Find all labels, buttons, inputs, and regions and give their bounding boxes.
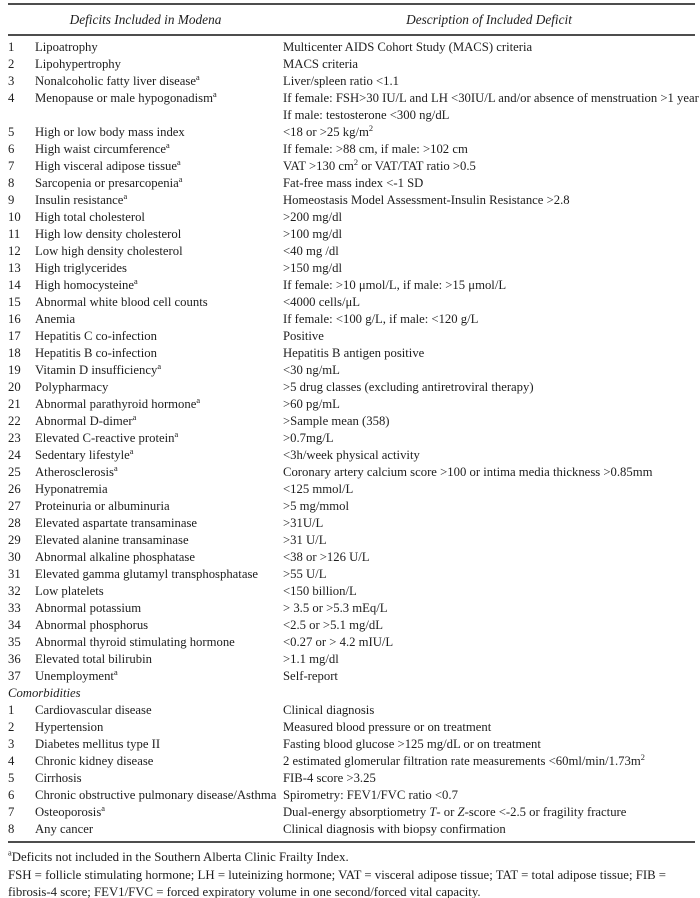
row-number: 22	[8, 414, 21, 428]
deficit-name: Abnormal white blood cell counts	[35, 295, 208, 309]
deficit-description: >55 U/L	[283, 567, 327, 581]
deficit-row	[8, 192, 695, 209]
row-number: 4	[8, 91, 15, 105]
row-number: 12	[8, 244, 21, 258]
deficit-row	[8, 617, 695, 634]
row-number: 2	[8, 57, 15, 71]
deficit-name: High low density cholesterol	[35, 227, 182, 241]
row-number: 30	[8, 550, 21, 564]
deficit-description: >5 drug classes (excluding antiretroviral therapy)	[283, 380, 534, 394]
deficit-row	[8, 515, 695, 532]
deficit-description: <3h/week physical activity	[283, 448, 420, 462]
row-number: 14	[8, 278, 21, 292]
deficit-row	[8, 464, 695, 481]
deficit-name: Hepatitis B co-infection	[35, 346, 157, 360]
deficit-row	[8, 600, 695, 617]
row-number: 33	[8, 601, 21, 615]
row-number: 2	[8, 720, 15, 734]
footnote-superscript-a: $^a$Deficits not included in the Southern Alberta Clinic Frailty Index.	[8, 847, 349, 864]
comorbidity-row	[8, 719, 695, 736]
deficit-name: High triglycerides	[35, 261, 127, 275]
deficit-description: <0.27 or > 4.2 mIU/L	[283, 635, 394, 649]
deficit-description: >Sample mean (358)	[283, 414, 390, 428]
comorbidities-section-label: Comorbidities	[8, 686, 81, 700]
deficit-description: >1.1 mg/dl	[283, 652, 339, 666]
deficit-row	[8, 651, 695, 668]
deficit-name: Abnormal thyroid stimulating hormone	[35, 635, 235, 649]
deficit-name: Polypharmacy	[35, 380, 109, 394]
deficit-name: High waist circumference$^a$	[35, 140, 170, 156]
deficit-name: Abnormal phosphorus	[35, 618, 149, 632]
row-number: 35	[8, 635, 21, 649]
row-number: 5	[8, 771, 15, 785]
deficit-description: <2.5 or >5.1 mg/dL	[283, 618, 383, 632]
deficit-description: Homeostasis Model Assessment-Insulin Resistance >2.8	[283, 193, 570, 207]
deficit-name: High or low body mass index	[35, 125, 185, 139]
deficit-description: MACS criteria	[283, 57, 359, 71]
comorbidity-description: Spirometry: FEV1/FVC ratio <0.7	[283, 788, 458, 802]
deficit-row	[8, 566, 695, 583]
deficit-row	[8, 294, 695, 311]
row-number: 25	[8, 465, 21, 479]
deficit-description: <125 mmol/L	[283, 482, 354, 496]
deficit-name: Elevated gamma glutamyl transphosphatase	[35, 567, 259, 581]
row-number: 17	[8, 329, 21, 343]
row-number: 24	[8, 448, 21, 462]
row-number: 32	[8, 584, 21, 598]
comorbidity-name: Osteoporosis$^a$	[35, 803, 105, 819]
comorbidity-row	[8, 821, 695, 838]
deficit-name: Unemployment$^a$	[35, 667, 118, 683]
deficit-description: <30 ng/mL	[283, 363, 340, 377]
row-number: 23	[8, 431, 21, 445]
deficit-description: >31 U/L	[283, 533, 327, 547]
comorbidity-name: Any cancer	[35, 822, 94, 836]
deficit-row	[8, 396, 695, 413]
deficit-name: Abnormal alkaline phosphatase	[35, 550, 195, 564]
row-number: 37	[8, 669, 21, 683]
row-number: 7	[8, 159, 15, 173]
deficit-name: High visceral adipose tissue$^a$	[35, 157, 181, 173]
deficit-row	[8, 328, 695, 345]
deficit-row	[8, 311, 695, 328]
comorbidity-name: Chronic obstructive pulmonary disease/Asthma	[35, 788, 277, 802]
deficit-description: Hepatitis B antigen positive	[283, 346, 425, 360]
row-number: 10	[8, 210, 21, 224]
row-number: 21	[8, 397, 21, 411]
row-number: 9	[8, 193, 15, 207]
deficit-name: Elevated aspartate transaminase	[35, 516, 198, 530]
comorbidity-name: Diabetes mellitus type II	[35, 737, 161, 751]
comorbidity-name: Hypertension	[35, 720, 104, 734]
comorbidity-description: 2 estimated glomerular filtration rate measurements $<60ml/\min/1.73m^2$	[283, 752, 645, 768]
comorbidity-row	[8, 770, 695, 787]
deficit-description: > 3.5 or >5.3 mEq/L	[283, 601, 388, 615]
deficit-description: If female: <100 g/L, if male: <120 g/L	[283, 312, 479, 326]
deficit-description: >60 pg/mL	[283, 397, 340, 411]
comorbidity-description: Dual-energy absorptiometry T- or Z-score <-2.5 or fragility fracture	[283, 805, 627, 819]
deficit-name: Lipohypertrophy	[35, 57, 121, 71]
deficit-description: <38 or >126 U/L	[283, 550, 370, 564]
deficit-name: Hyponatremia	[35, 482, 108, 496]
deficit-description: <18 or >25 $kg/m^2$	[283, 123, 374, 139]
deficit-description: Liver/spleen ratio <1.1	[283, 74, 400, 88]
deficit-description: VAT >130 $cm^2$ or VAT/TAT ratio >0.5	[283, 157, 476, 173]
deficit-name: High homocysteine$^a$	[35, 276, 138, 292]
deficit-row	[8, 175, 695, 192]
deficit-row	[8, 73, 695, 90]
row-number: 3	[8, 74, 15, 88]
footnote-abbreviations: FSH = follicle stimulating hormone; LH = luteinizing hormone; VAT = visceral adipose tissue; TAT = total adipose tissue; FIB = fibrosis-4 score; FEV1/FVC = forced expiratory volume in one second/forced vital capacity.	[8, 867, 667, 898]
row-number: 20	[8, 380, 21, 394]
column-header-deficits: Deficits Included in Modena	[69, 11, 222, 27]
deficit-name: Elevated alanine transaminase	[35, 533, 189, 547]
comorbidity-row	[8, 702, 695, 719]
deficit-description: Fat-free mass index <-1 SD	[283, 176, 424, 190]
row-number: 36	[8, 652, 21, 666]
deficit-description: Multicenter AIDS Cohort Study (MACS) criteria	[283, 40, 533, 54]
row-number: 27	[8, 499, 21, 513]
deficit-name: Low platelets	[35, 584, 104, 598]
deficit-name: Proteinuria or albuminuria	[35, 499, 170, 513]
comorbidity-row	[8, 787, 695, 804]
deficit-description: >100 mg/dl	[283, 227, 342, 241]
table-header-row	[8, 3, 695, 36]
row-number: 26	[8, 482, 21, 496]
row-number: 18	[8, 346, 21, 360]
deficit-name: High total cholesterol	[35, 210, 145, 224]
comorbidity-row	[8, 753, 695, 770]
deficit-row	[8, 549, 695, 566]
deficit-name: Abnormal parathyroid hormone$^a$	[35, 395, 201, 411]
deficit-description: <4000 cells/μL	[283, 295, 361, 309]
deficit-row	[8, 447, 695, 464]
row-number: 1	[8, 40, 15, 54]
row-number: 15	[8, 295, 21, 309]
comorbidity-name: Cirrhosis	[35, 771, 82, 785]
deficit-row	[8, 158, 695, 175]
row-number: 5	[8, 125, 15, 139]
footnotes-block	[8, 843, 695, 898]
row-number: 13	[8, 261, 21, 275]
deficit-name: Insulin resistance$^a$	[35, 191, 128, 207]
deficit-name: Sarcopenia or presarcopenia$^a$	[35, 174, 183, 190]
deficit-name: Abnormal D-dimer$^a$	[35, 412, 137, 428]
deficit-name: Vitamin D insufficiency$^a$	[35, 361, 162, 377]
row-number: 3	[8, 737, 15, 751]
deficit-row	[8, 243, 695, 260]
deficit-name: Elevated C-reactive protein$^a$	[35, 429, 179, 445]
deficit-description: If female: FSH>30 IU/L and LH <30IU/L and/or absence of menstruation >1 year If male: testosterone <300 ng/dL	[283, 91, 699, 122]
deficit-row	[8, 226, 695, 243]
comorbidity-row	[8, 736, 695, 753]
deficit-name: Lipoatrophy	[35, 40, 98, 54]
deficit-description: <40 mg /dl	[283, 244, 339, 258]
deficit-description: >31U/L	[283, 516, 324, 530]
comorbidity-name: Cardiovascular disease	[35, 703, 152, 717]
deficit-description: <150 billion/L	[283, 584, 357, 598]
row-number: 7	[8, 805, 15, 819]
deficit-row	[8, 277, 695, 294]
row-number: 4	[8, 754, 15, 768]
row-number: 29	[8, 533, 21, 547]
deficit-row	[8, 498, 695, 515]
comorbidity-description: Clinical diagnosis with biopsy confirmation	[283, 822, 506, 836]
deficit-description: If female: >88 cm, if male: >102 cm	[283, 142, 468, 156]
deficit-row	[8, 39, 695, 56]
deficit-description: >150 mg/dl	[283, 261, 342, 275]
deficit-row	[8, 56, 695, 73]
row-number: 6	[8, 788, 15, 802]
deficit-row	[8, 362, 695, 379]
row-number: 11	[8, 227, 21, 241]
deficit-description: >0.7mg/L	[283, 431, 334, 445]
deficit-row	[8, 141, 695, 158]
deficit-description: Self-report	[283, 669, 338, 683]
deficit-description: >5 mg/mmol	[283, 499, 350, 513]
row-number: 16	[8, 312, 21, 326]
deficit-row	[8, 481, 695, 498]
deficit-row	[8, 209, 695, 226]
deficit-name: Anemia	[35, 312, 76, 326]
row-number: 1	[8, 703, 15, 717]
deficit-name: Abnormal potassium	[35, 601, 142, 615]
deficit-row	[8, 430, 695, 447]
deficit-name: Nonalcoholic fatty liver disease$^a$	[35, 72, 200, 88]
deficit-description: Coronary artery calcium score >100 or intima media thickness >0.85mm	[283, 465, 653, 479]
comorbidity-row	[8, 804, 695, 821]
row-number: 34	[8, 618, 21, 632]
deficit-row	[8, 89, 699, 124]
deficit-description: If female: >10 μmol/L, if male: >15 μmol/L	[283, 278, 507, 292]
deficit-row	[8, 583, 695, 600]
deficit-name: Atherosclerosis$^a$	[35, 463, 118, 479]
deficit-name: Elevated total bilirubin	[35, 652, 152, 666]
deficit-row	[8, 532, 695, 549]
row-number: 19	[8, 363, 21, 377]
row-number: 6	[8, 142, 15, 156]
deficit-row	[8, 124, 695, 141]
deficit-row	[8, 413, 695, 430]
deficit-name: Menopause or male hypogonadism$^a$	[35, 89, 217, 105]
comorbidity-description: FIB-4 score >3.25	[283, 771, 376, 785]
deficit-row	[8, 668, 695, 685]
deficit-row	[8, 379, 695, 396]
column-header-description: Description of Included Deficit	[406, 11, 572, 27]
comorbidity-description: Measured blood pressure or on treatment	[283, 720, 492, 734]
comorbidity-description: Clinical diagnosis	[283, 703, 375, 717]
table-body	[8, 36, 699, 843]
deficit-description: Positive	[283, 329, 324, 343]
deficit-name: Low high density cholesterol	[35, 244, 183, 258]
comorbidity-description: Fasting blood glucose >125 mg/dL or on treatment	[283, 737, 541, 751]
row-number: 8	[8, 176, 15, 190]
deficit-row	[8, 634, 695, 651]
comorbidity-name: Chronic kidney disease	[35, 754, 154, 768]
row-number: 28	[8, 516, 21, 530]
deficit-description: >200 mg/dl	[283, 210, 342, 224]
deficit-row	[8, 345, 695, 362]
row-number: 31	[8, 567, 21, 581]
deficit-name: Hepatitis C co-infection	[35, 329, 157, 343]
row-number: 8	[8, 822, 15, 836]
deficit-row	[8, 260, 695, 277]
deficit-name: Sedentary lifestyle$^a$	[35, 446, 134, 462]
